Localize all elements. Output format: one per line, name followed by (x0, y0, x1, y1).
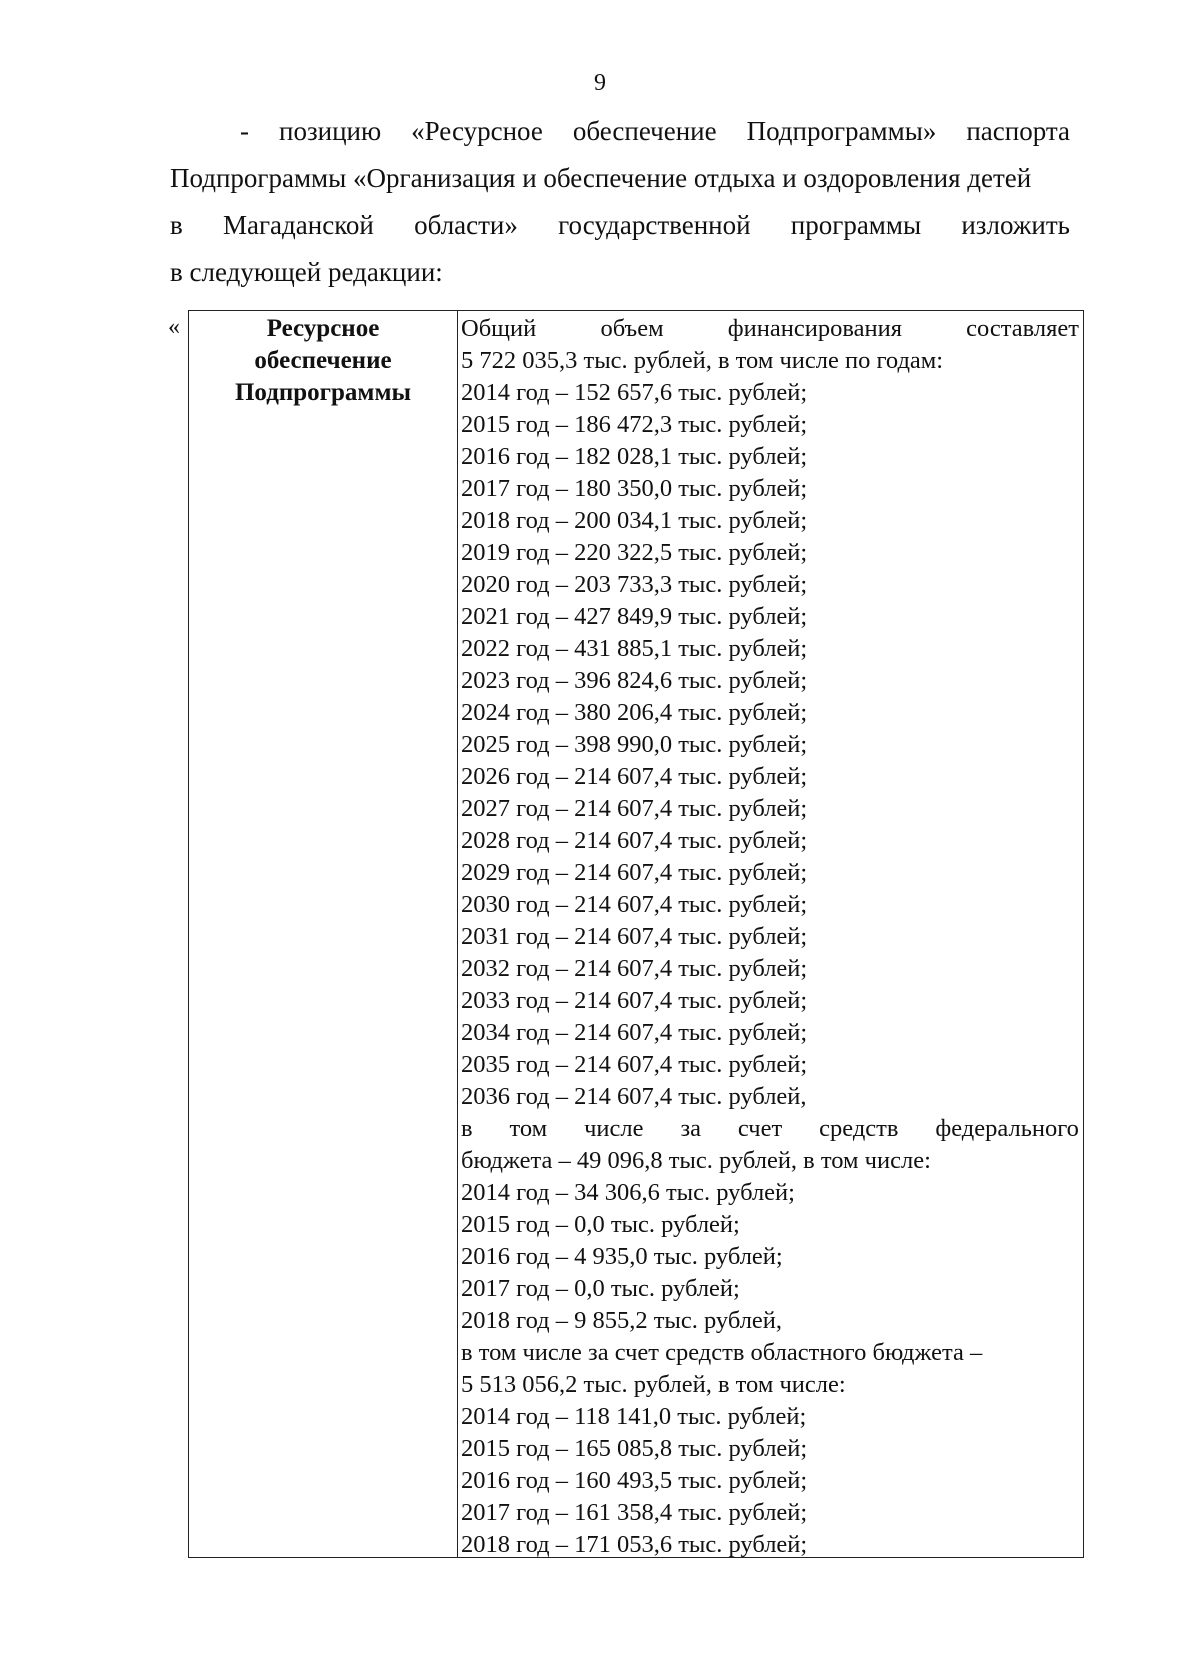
year-amount-line: 2019 год – 220 322,5 тыс. рублей; (461, 539, 808, 566)
regional-by-year-list (461, 1401, 1079, 1561)
year-amount-line: 2026 год – 214 607,4 тыс. рублей; (461, 763, 808, 790)
regional-amount-line: 5 513 056,2 тыс. рублей, в том числе: (461, 1371, 846, 1398)
regional-intro-line: в том числе за счет средств областного бюджета – (461, 1339, 983, 1366)
year-amount-line: 2014 год – 118 141,0 тыс. рублей; (461, 1403, 807, 1430)
federal-intro-line (461, 1113, 1079, 1145)
intro-word: «Ресурсное (411, 116, 543, 146)
year-amount-line: 2017 год – 180 350,0 тыс. рублей; (461, 475, 808, 502)
intro-word: Магаданской (222, 210, 374, 240)
word: финансирования (727, 315, 902, 342)
year-amount-line: 2028 год – 214 607,4 тыс. рублей; (461, 827, 808, 854)
year-amount-line: 2015 год – 186 472,3 тыс. рублей; (461, 411, 808, 438)
year-amount-line: 2018 год – 171 053,6 тыс. рублей; (461, 1531, 808, 1558)
table-value-cell (461, 311, 1079, 1561)
word: том (509, 1115, 548, 1142)
year-amount-line: 2015 год – 0,0 тыс. рублей; (461, 1211, 740, 1238)
word: счет (737, 1115, 783, 1142)
year-amount-line: 2031 год – 214 607,4 тыс. рублей; (461, 923, 808, 950)
intro-word: области» (414, 210, 518, 240)
word: федерального (935, 1115, 1079, 1142)
word: в (461, 1115, 473, 1142)
column-divider (457, 311, 458, 1557)
year-amount-line: 2030 год – 214 607,4 тыс. рублей; (461, 891, 808, 918)
year-amount-line: 2016 год – 160 493,5 тыс. рублей; (461, 1467, 808, 1494)
year-amount-line: 2014 год – 34 306,6 тыс. рублей; (461, 1179, 795, 1206)
intro-word: государственной (558, 210, 751, 240)
year-amount-line: 2032 год – 214 607,4 тыс. рублей; (461, 955, 808, 982)
intro-word: обеспечение (572, 116, 717, 146)
word: средств (819, 1115, 899, 1142)
year-amount-line: 2033 год – 214 607,4 тыс. рублей; (461, 987, 808, 1014)
total-intro-line (461, 313, 1079, 345)
intro-word: позицию (279, 116, 382, 146)
year-amount-line: 2017 год – 161 358,4 тыс. рублей; (461, 1499, 808, 1526)
page-number: 9 (594, 70, 606, 96)
year-amount-line: 2017 год – 0,0 тыс. рублей; (461, 1275, 740, 1302)
intro-line-4: в следующей редакции: (170, 257, 443, 287)
year-amount-line: 2023 год – 396 824,6 тыс. рублей; (461, 667, 808, 694)
year-amount-line: 2036 год – 214 607,4 тыс. рублей, (461, 1083, 807, 1110)
year-amount-line: 2034 год – 214 607,4 тыс. рублей; (461, 1019, 808, 1046)
intro-word: Подпрограммы» (746, 116, 937, 146)
year-amount-line: 2024 год – 380 206,4 тыс. рублей; (461, 699, 808, 726)
label-line: Ресурсное (266, 315, 380, 342)
label-line: Подпрограммы (234, 379, 411, 406)
opening-quote: « (168, 314, 180, 340)
intro-word: изложить (961, 210, 1070, 240)
intro-line-2: Подпрограммы «Организация и обеспечение отдыха и оздоровления детей (170, 163, 1032, 193)
intro-word: программы (790, 210, 922, 240)
year-amount-line: 2016 год – 4 935,0 тыс. рублей; (461, 1243, 783, 1270)
year-amount-line: 2018 год – 200 034,1 тыс. рублей; (461, 507, 808, 534)
year-amount-line: 2029 год – 214 607,4 тыс. рублей; (461, 859, 808, 886)
word: за (680, 1115, 701, 1142)
intro-line-3 (170, 202, 1070, 249)
intro-word: в (170, 210, 183, 240)
year-amount-line: 2025 год – 398 990,0 тыс. рублей; (461, 731, 808, 758)
word: числе (584, 1115, 644, 1142)
intro-paragraph (170, 108, 1070, 296)
total-amount-line: 5 722 035,3 тыс. рублей, в том числе по годам: (461, 347, 944, 374)
word: объем (600, 315, 664, 342)
total-by-year-list (461, 377, 1079, 1113)
intro-line-1 (170, 108, 1070, 155)
federal-amount-line: бюджета – 49 096,8 тыс. рублей, в том числе: (461, 1147, 931, 1174)
year-amount-line: 2015 год – 165 085,8 тыс. рублей; (461, 1435, 808, 1462)
year-amount-line: 2020 год – 203 733,3 тыс. рублей; (461, 571, 808, 598)
year-amount-line: 2016 год – 182 028,1 тыс. рублей; (461, 443, 808, 470)
year-amount-line: 2021 год – 427 849,9 тыс. рублей; (461, 603, 808, 630)
year-amount-line: 2027 год – 214 607,4 тыс. рублей; (461, 795, 808, 822)
intro-word: паспорта (966, 116, 1070, 146)
federal-by-year-list (461, 1177, 1079, 1337)
label-line: обеспечение (254, 347, 392, 374)
intro-word: - (240, 116, 249, 146)
year-amount-line: 2018 год – 9 855,2 тыс. рублей, (461, 1307, 783, 1334)
year-amount-line: 2035 год – 214 607,4 тыс. рублей; (461, 1051, 808, 1078)
resource-table (188, 310, 1084, 1558)
word: Общий (461, 315, 537, 342)
year-amount-line: 2014 год – 152 657,6 тыс. рублей; (461, 379, 808, 406)
table-label-cell (189, 311, 457, 409)
year-amount-line: 2022 год – 431 885,1 тыс. рублей; (461, 635, 808, 662)
word: составляет (966, 315, 1079, 342)
